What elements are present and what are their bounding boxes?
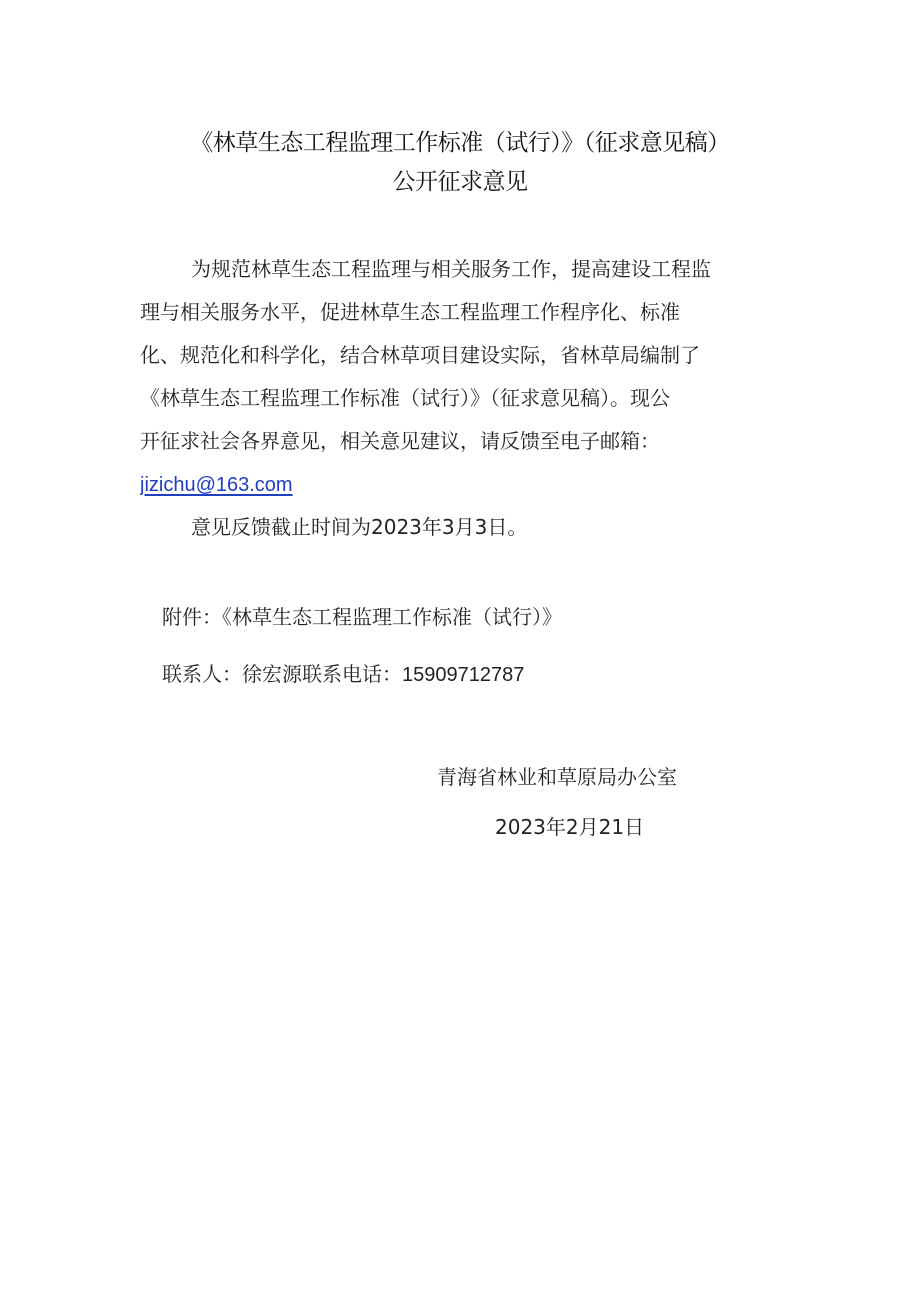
contact-line [162, 659, 524, 690]
deadline-line: 意见反馈截止时间为2023年3月3日。 [191, 515, 528, 539]
attachment-line: 附件：《林草生态工程监理工作标准（试行）》 [162, 605, 562, 629]
paragraph-line: 开征求社会各界意见，相关意见建议，请反馈至电子邮箱： [140, 429, 660, 453]
email-line [140, 463, 800, 506]
document-subtitle: 公开征求意见 [392, 169, 528, 195]
email-link[interactable]: jizichu@163.com [140, 474, 293, 496]
paragraph-line: 化、规范化和科学化，结合林草项目建设实际，省林草局编制了 [140, 343, 700, 367]
notice-paragraph [140, 248, 800, 549]
contact-phone: 15909712787 [402, 664, 525, 686]
contact-label: 联系人：徐宏源联系电话： [162, 662, 402, 686]
issuer-name: 青海省林业和草原局办公室 [437, 765, 677, 789]
paragraph-line: 理与相关服务水平，促进林草生态工程监理工作程序化、标准 [140, 300, 680, 324]
paragraph-line: 《林草生态工程监理工作标准（试行）》（征求意见稿）。现公 [140, 386, 670, 410]
issue-date: 2023年2月21日 [495, 815, 645, 839]
paragraph-line: 为规范林草生态工程监理与相关服务工作，提高建设工程监 [191, 257, 711, 281]
document-title: 《林草生态工程监理工作标准（试行）》（征求意见稿） [190, 130, 730, 156]
